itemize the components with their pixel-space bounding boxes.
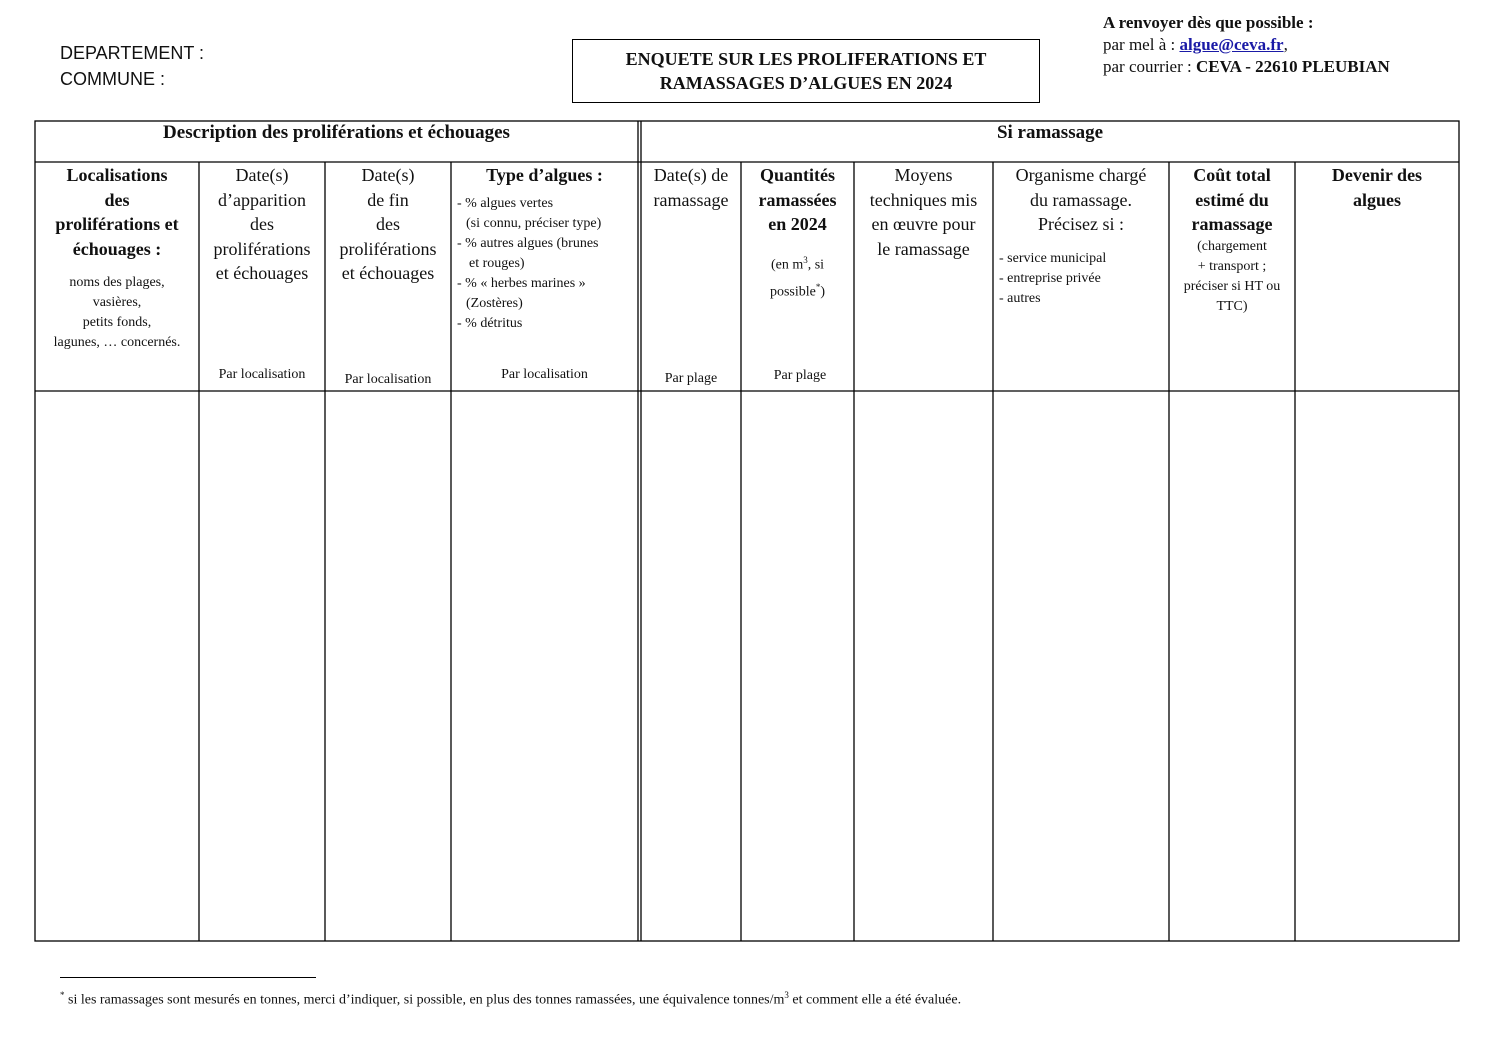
col-devenir-title: algues <box>1352 189 1401 210</box>
col-localisations-header <box>35 163 199 353</box>
email-prefix: par mel à : <box>1103 35 1180 54</box>
organisme-item: - autres <box>999 290 1041 306</box>
col-apparition-title: et échouages <box>215 263 309 283</box>
col-fin-footer: Par localisation <box>344 372 432 387</box>
col-dates-ramassage-header <box>641 163 741 212</box>
col-quantites-footer: Par plage <box>773 368 827 383</box>
col-quantites-header <box>741 163 854 304</box>
algae-type-item: - % algues vertes <box>457 195 554 211</box>
col-localisations-title: proliférations et <box>55 214 179 234</box>
col-fin-title: proliférations <box>339 238 437 259</box>
col-moyens-header <box>854 163 993 261</box>
commune-label: COMMUNE : <box>60 69 165 89</box>
footnote-text: et comment elle a été évaluée. <box>788 992 962 1008</box>
col-apparition-footer: Par localisation <box>218 367 306 382</box>
col-moyens-title: Moyens <box>894 165 953 185</box>
col-quantites-unit <box>741 249 854 277</box>
survey-title-line2: RAMASSAGES D’ALGUES EN 2024 <box>659 73 953 93</box>
col-moyens-title: le ramassage <box>877 238 970 259</box>
unit-text: , si <box>807 257 825 273</box>
footnote-separator <box>60 977 316 978</box>
col-localisations-title: échouages : <box>72 238 162 259</box>
col-cout-title: estimé du <box>1195 189 1269 210</box>
col-localisations-note: noms des plages, <box>69 275 165 290</box>
col-localisations-title: des <box>104 189 130 210</box>
organisme-item: - entreprise privée <box>999 270 1101 286</box>
col-organisme-title: Précisez si : <box>1038 214 1124 234</box>
col-apparition-header <box>199 163 325 286</box>
col-moyens-title: en œuvre pour <box>871 214 976 234</box>
algae-type-list <box>451 194 638 334</box>
algae-type-item: - % « herbes marines » <box>457 275 586 291</box>
col-type-footer: Par localisation <box>501 367 588 382</box>
col-dates-ramassage-footer: Par plage <box>664 371 718 386</box>
footnote-exponent: 3 <box>784 990 789 1000</box>
footnote-text: si les ramassages sont mesurés en tonnes, merci d’indiquer, si possible, en plus des tonnes ramassées, une équivalence tonnes/m <box>64 992 785 1008</box>
col-dates-ramassage-title: Date(s) de <box>653 165 729 185</box>
col-fin-title: et échouages <box>341 263 435 283</box>
algae-type-item-note: (Zostères) <box>466 295 523 311</box>
col-cout-title: Coût total <box>1193 165 1271 185</box>
col-type-header <box>451 163 638 334</box>
col-cout-note: + transport ; <box>1197 258 1267 274</box>
col-devenir-title: Devenir des <box>1331 165 1423 185</box>
col-localisations-title: Localisations <box>66 165 168 185</box>
col-fin-title: des <box>376 214 400 234</box>
footnote-marker: * <box>815 282 821 293</box>
col-quantites-title: en 2024 <box>768 214 827 234</box>
possible-text: ) <box>820 284 826 300</box>
col-quantites-title: Quantités <box>759 165 835 185</box>
col-type-title: Type d’algues : <box>486 165 603 185</box>
col-cout-title: ramassage <box>1191 214 1273 234</box>
algae-type-item-note: (si connu, préciser type) <box>466 215 602 231</box>
algae-type-item: - % détritus <box>457 315 523 331</box>
col-quantites-title: ramassées <box>758 189 837 210</box>
footnote-marker: * <box>60 990 65 1000</box>
section-description-title: Description des proliférations et échouages <box>163 122 510 143</box>
departement-label: DEPARTEMENT : <box>60 43 205 63</box>
col-cout-note: préciser si HT ou <box>1183 278 1281 294</box>
col-organisme-header <box>993 163 1169 309</box>
footnote <box>60 990 961 1009</box>
algae-type-item-note: et rouges) <box>469 255 525 271</box>
section-ramassage-title: Si ramassage <box>996 122 1104 143</box>
col-dates-ramassage-title: ramassage <box>653 189 729 210</box>
algae-type-item: - % autres algues (brunes <box>457 235 599 251</box>
col-localisations-note: vasières, <box>92 295 142 310</box>
col-organisme-title: du ramassage. <box>1030 189 1132 210</box>
col-apparition-title: des <box>250 214 274 234</box>
col-cout-note: (chargement <box>1197 238 1267 254</box>
email-suffix: , <box>1283 35 1288 54</box>
col-apparition-title: proliférations <box>213 238 311 259</box>
col-apparition-title: Date(s) <box>235 165 289 185</box>
return-heading: A renvoyer dès que possible : <box>1103 13 1314 32</box>
col-organisme-title: Organisme chargé <box>1015 165 1147 185</box>
survey-title-line1: ENQUETE SUR LES PROLIFERATIONS ET <box>625 49 987 69</box>
email-link[interactable]: algue@ceva.fr <box>1179 35 1284 54</box>
col-fin-header <box>325 163 451 286</box>
col-cout-header <box>1169 163 1295 317</box>
col-fin-title: de fin <box>367 189 409 210</box>
post-prefix: par courrier : <box>1103 57 1196 76</box>
col-localisations-note: lagunes, … concernés. <box>53 335 181 350</box>
col-quantites-possible <box>741 276 854 304</box>
col-devenir-header <box>1295 163 1459 212</box>
unit-text: (en m <box>770 257 804 273</box>
col-moyens-title: techniques mis <box>869 189 978 210</box>
organisme-item: - service municipal <box>999 250 1107 266</box>
col-cout-note: TTC) <box>1216 298 1248 314</box>
organisme-list <box>993 249 1169 309</box>
col-localisations-note: petits fonds, <box>82 315 152 330</box>
col-fin-title: Date(s) <box>361 165 415 185</box>
possible-text: possible <box>769 284 816 300</box>
unit-exponent: 3 <box>803 254 808 265</box>
col-apparition-title: d’apparition <box>218 189 306 210</box>
post-address: CEVA - 22610 PLEUBIAN <box>1195 57 1390 76</box>
